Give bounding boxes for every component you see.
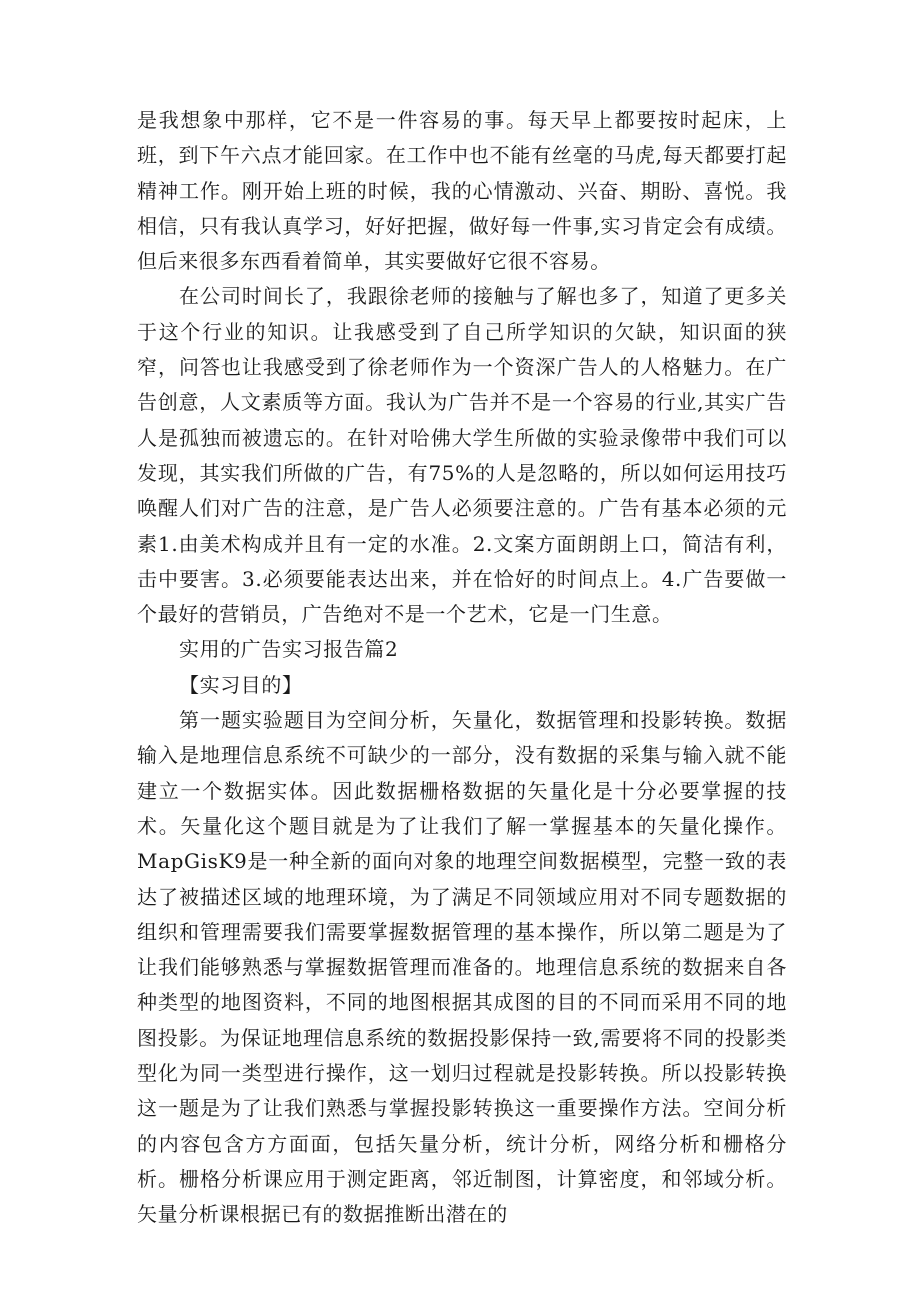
- document-body: [137, 103, 787, 1233]
- paragraph-continuation: 是我想象中那样，它不是一件容易的事。每天早上都要按时起床，上班，到下午六点才能回家。在工作中也不能有丝毫的马虎,每天都要打起精神工作。刚开始上班的时候，我的心情激动、兴奋、期盼、喜悦。我相信，只有我认真学习，好好把握，做好每一件事,实习肯定会有成绩。但后来很多东西看着简单，其实要做好它很不容易。: [137, 108, 787, 274]
- subsection-label: 【实习目的】: [179, 672, 303, 697]
- paragraph-company-experience: 在公司时间长了，我跟徐老师的接触与了解也多了，知道了更多关于这个行业的知识。让我感受到了自己所学知识的欠缺，知识面的狭窄，问答也让我感受到了徐老师作为一个资深广告人的人格魅力。在广告创意，人文素质等方面。我认为广告并不是一个容易的行业,其实广告人是孤独而被遗忘的。在针对哈佛大学生所做的实验录像带中我们可以发现，其实我们所做的广告，有75%的人是忽略的，所以如何运用技巧唤醒人们对广告的注意，是广告人必须要注意的。广告有基本必须的元素1.由美术构成并且有一定的水准。2.文案方面朗朗上口，简洁有利，击中要害。3.必须要能表达出来，并在恰好的时间点上。4.广告要做一个最好的营销员，广告绝对不是一个艺术，它是一门生意。: [137, 284, 787, 627]
- section-title: 实用的广告实习报告篇2: [179, 637, 399, 662]
- paragraph-internship-purpose: 第一题实验题目为空间分析，矢量化，数据管理和投影转换。数据输入是地理信息系统不可缺少的一部分，没有数据的采集与输入就不能建立一个数据实体。因此数据栅格数据的矢量化是十分必要掌握的技术。矢量化这个题目就是为了让我们了解一掌握基本的矢量化操作。MapGisK9是一种全新的面向对象的地理空间数据模型，完整一致的表达了被描述区域的地理环境，为了满足不同领域应用对不同专题数据的组织和管理需要我们需要掌握数据管理的基本操作，所以第二题是为了让我们能够熟悉与掌握数据管理而准备的。地理信息系统的数据来自各种类型的地图资料，不同的地图根据其成图的目的不同而采用不同的地图投影。为保证地理信息系统的数据投影保持一致,需要将不同的投影类型化为同一类型进行操作，这一划归过程就是投影转换。所以投影转换这一题是为了让我们熟悉与掌握投影转换这一重要操作方法。空间分析的内容包含方方面面，包括矢量分析，统计分析，网络分析和栅格分析。栅格分析课应用于测定距离，邻近制图，计算密度，和邻域分析。矢量分析课根据已有的数据推断出潜在的: [137, 708, 787, 1227]
